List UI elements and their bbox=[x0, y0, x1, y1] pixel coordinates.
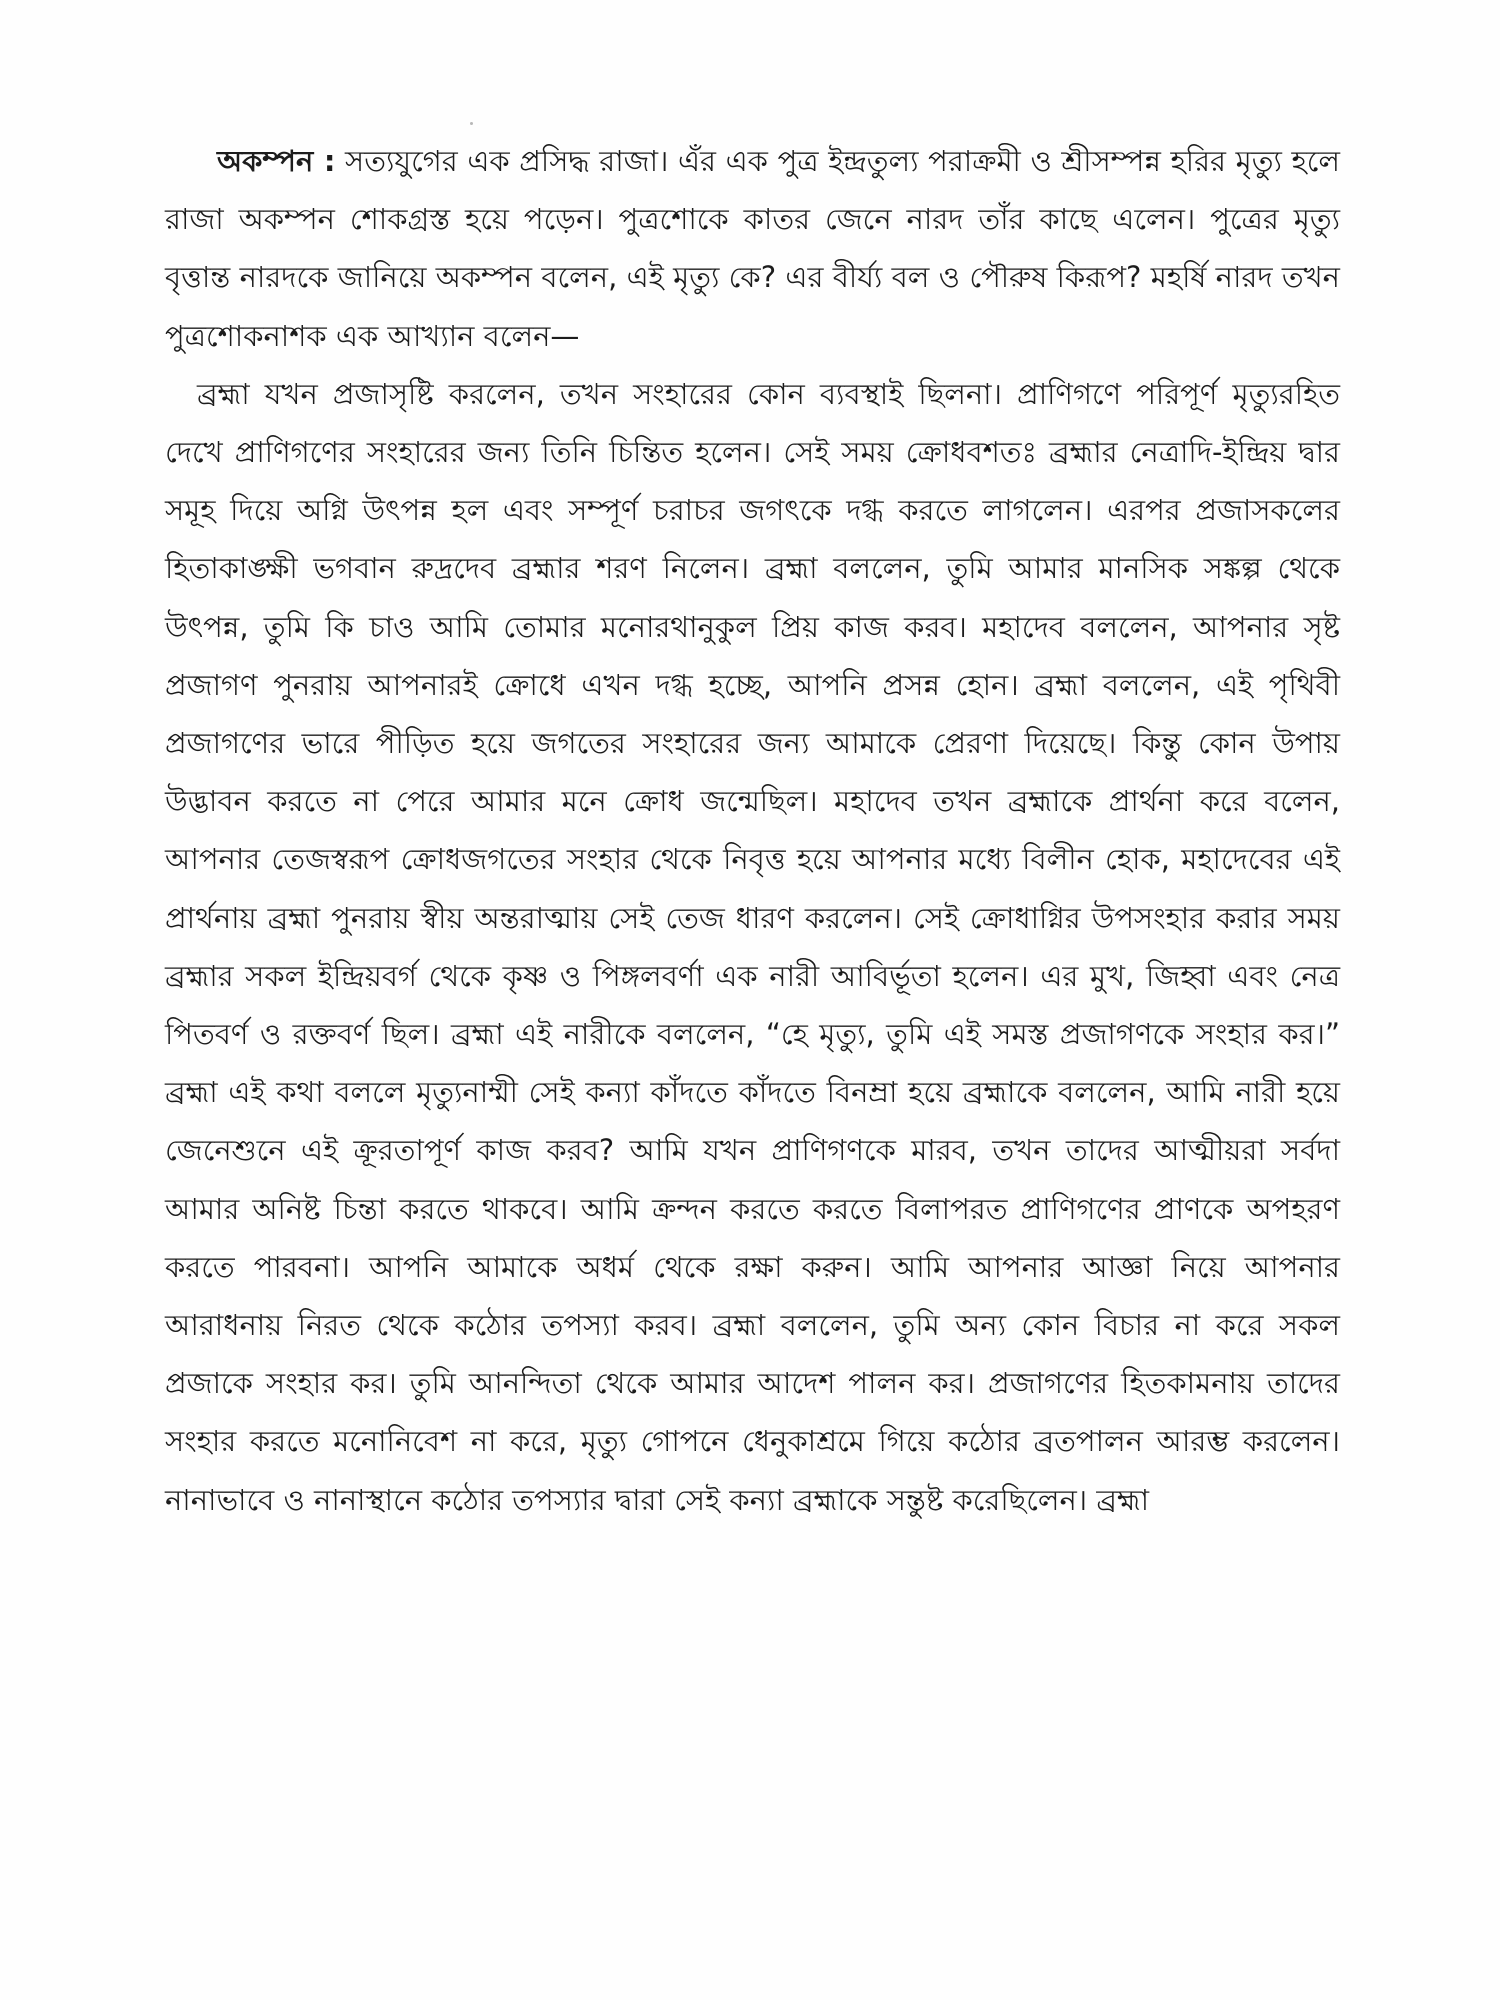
body-text bbox=[165, 132, 1340, 1529]
narrative-paragraph: ব্রহ্মা যখন প্রজাসৃষ্টি করলেন, তখন সংহারের কোন ব্যবস্থাই ছিলনা। প্রাণিগণে পরিপূর্ণ মৃত্যুরহিত দেখে প্রাণিগণের সংহারের জন্য তিনি চিন্তিত হলেন। সেই সময় ক্রোধবশতঃ ব্রহ্মার নেত্রাদি-ইন্দ্রিয় দ্বার সমূহ দিয়ে অগ্নি উৎপন্ন হল এবং সম্পূর্ণ চরাচর জগৎকে দগ্ধ করতে লাগলেন। এরপর প্রজাসকলের হিতাকাঙ্ক্ষী ভগবান রুদ্রদেব ব্রহ্মার শরণ নিলেন। ব্রহ্মা বললেন, তুমি আমার মানসিক সঙ্কল্প থেকে উৎপন্ন, তুমি কি চাও আমি তোমার মনোরথানুকুল প্রিয় কাজ করব। মহাদেব বললেন, আপনার সৃষ্ট প্রজাগণ পুনরায় আপনারই ক্রোধে এখন দগ্ধ হচ্ছে, আপনি প্রসন্ন হোন। ব্রহ্মা বললেন, এই পৃথিবী প্রজাগণের ভারে পীড়িত হয়ে জগতের সংহারের জন্য আমাকে প্রেরণা দিয়েছে। কিন্তু কোন উপায় উদ্ভাবন করতে না পেরে আমার মনে ক্রোধ জন্মেছিল। মহাদেব তখন ব্রহ্মাকে প্রার্থনা করে বলেন, আপনার তেজস্বরূপ ক্রোধজগতের সংহার থেকে নিবৃত্ত হয়ে আপনার মধ্যে বিলীন হোক, মহাদেবের এই প্রার্থনায় ব্রহ্মা পুনরায় স্বীয় অন্তরাত্মায় সেই তেজ ধারণ করলেন। সেই ক্রোধাগ্নির উপসংহার করার সময় ব্রহ্মার সকল ইন্দ্রিয়বর্গ থেকে কৃষ্ণ ও পিঙ্গলবর্ণা এক নারী আবির্ভূতা হলেন। এর মুখ, জিহ্বা এবং নেত্র পিতবর্ণ ও রক্তবর্ণ ছিল। ব্রহ্মা এই নারীকে বললেন, “হে মৃত্যু, তুমি এই সমস্ত প্রজাগণকে সংহার কর।” ব্রহ্মা এই কথা বললে মৃত্যুনাম্মী সেই কন্যা কাঁদতে কাঁদতে বিনম্রা হয়ে ব্রহ্মাকে বললেন, আমি নারী হয়ে জেনেশুনে এই ক্রূরতাপূর্ণ কাজ করব? আমি যখন প্রাণিগণকে মারব, তখন তাদের আত্মীয়রা সর্বদা আমার অনিষ্ট চিন্তা করতে থাকবে। আমি ক্রন্দন করতে করতে বিলাপরত প্রাণিগণের প্রাণকে অপহরণ করতে পারবনা। আপনি আমাকে অধর্ম থেকে রক্ষা করুন। আমি আপনার আজ্ঞা নিয়ে আপনার আরাধনায় নিরত থেকে কঠোর তপস্যা করব। ব্রহ্মা বললেন, তুমি অন্য কোন বিচার না করে সকল প্রজাকে সংহার কর। তুমি আনন্দিতা থেকে আমার আদেশ পালন কর। প্রজাগণের হিতকামনায় তাদের সংহার করতে মনোনিবেশ না করে, মৃত্যু গোপনে ধেনুকাশ্রমে গিয়ে কঠোর ব্রতপালন আরম্ভ করলেন। নানাভাবে ও নানাস্থানে কঠোর তপস্যার দ্বারা সেই কন্যা ব্রহ্মাকে সন্তুষ্ট করেছিলেন। ব্রহ্মা bbox=[165, 376, 1340, 1517]
entry-intro-text: সত্যযুগের এক প্রসিদ্ধ রাজা। এঁর এক পুত্র ইন্দ্রতুল্য পরাক্রমী ও শ্রীসম্পন্ন হরির মৃত্যু হলে রাজা অকম্পন শোকগ্রস্ত হয়ে পড়েন। পুত্রশোকে কাতর জেনে নারদ তাঁর কাছে এলেন। পুত্রের মৃত্যু বৃত্তান্ত নারদকে জানিয়ে অকম্পন বলেন, এই মৃত্যু কে? এর বীর্য্য বল ও পৌরুষ কিরূপ? মহর্ষি নারদ তখন পুত্রশোকনাশক এক আখ্যান বলেন— bbox=[165, 144, 1340, 353]
entry-headword: অকম্পন : bbox=[217, 144, 336, 178]
scan-speck bbox=[470, 122, 473, 125]
entry-intro-paragraph bbox=[165, 132, 1340, 365]
